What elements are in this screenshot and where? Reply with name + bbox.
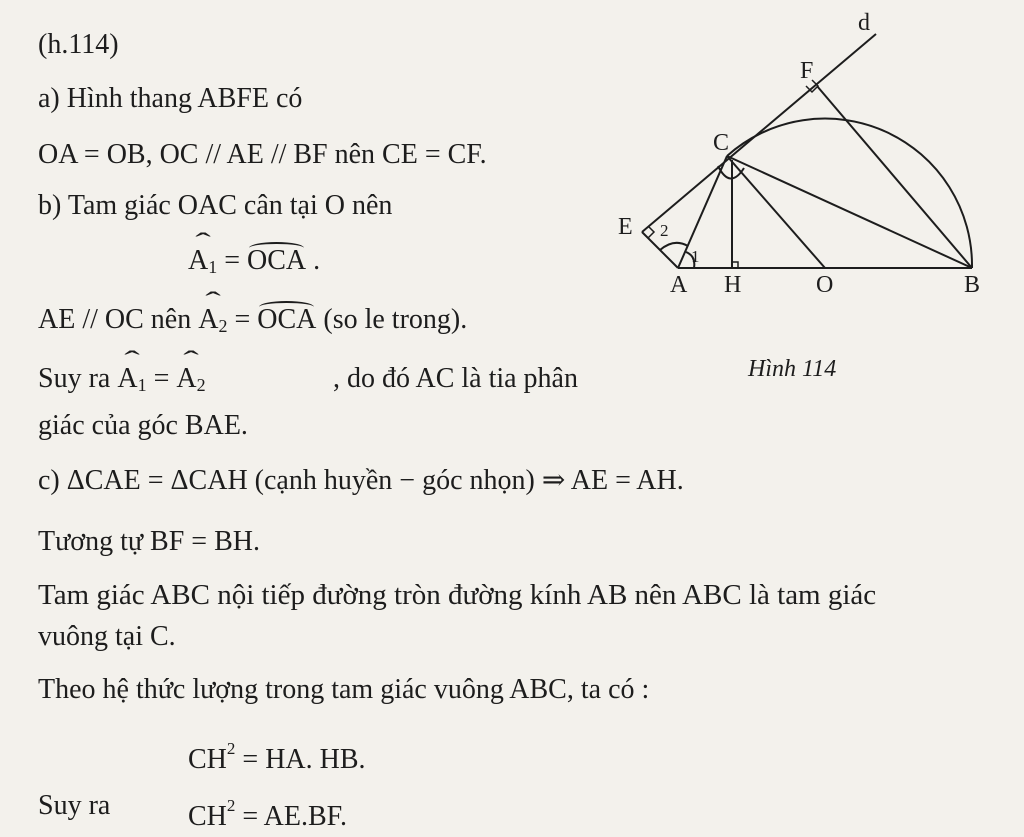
segment-bc [727,156,972,268]
part-c-line-3: Tam giác ABC nội tiếp đường tròn đường kính AB nên ABC là tam giác [38,579,877,611]
part-a-line-1: a) Hình thang ABFE có [38,83,303,114]
part-b-line-3: AE // OC nên ˆ $A_2$ = OCA (so le trong). [38,303,467,343]
part-c-equation-2: $CH^2 = AE.BF$. [188,796,347,832]
part-c-line-1: c) ΔCAE = ΔCAH (cạnh huyền − góc nhọn) ⇒ AE = AH. [38,465,684,496]
label-a: A [670,272,688,298]
tangent-line-d [642,34,876,232]
part-c-line-2: Tương tự BF = BH. [38,526,260,557]
label-f: F [800,58,814,84]
geometry-figure [600,0,1024,340]
segment-ac [678,156,727,268]
angle-hat: ˆ $A_2$ [198,303,227,343]
part-b-line-4: Suy ra ˆ $A_1$ = ˆ $A_2$ , do đó AC là tia phân [38,362,578,402]
label-h: H [724,272,742,298]
semicircle-arc [727,119,972,268]
figure-caption: Hình 114 [748,356,837,382]
angle-hat: ˆ $A_2$ [176,362,205,402]
angle-arc: OCA [247,245,307,276]
part-c-line-7: Suy ra [38,790,111,821]
part-c-line-5: Theo hệ thức lượng trong tam giác vuông ABC, ta có : [38,674,650,705]
label-d: d [858,10,870,36]
label-angle-1: 1 [691,247,700,266]
angle-hat: ˆ $A_1$ [188,244,217,284]
part-a-line-2: OA = OB, OC // AE // BF nên CE = CF. [38,139,487,170]
label-e: E [618,214,633,240]
part-b-line-5: giác của góc BAE. [38,410,248,441]
part-c-equation-1: $CH^2$ = HA. HB. [188,739,366,775]
label-b: B [964,272,981,298]
part-b-line-1: b) Tam giác OAC cân tại O nên [38,190,393,221]
segment-bf [817,86,972,268]
label-c: C [713,130,730,156]
part-b-equation-1: ˆ $A_1$ = OCA . [188,244,320,284]
angle-arc: OCA [257,304,317,335]
label-angle-2: 2 [660,221,669,240]
label-o: O [816,272,834,298]
reference-label: (h.114) [38,29,119,60]
part-c-line-4: vuông tại C. [38,621,176,652]
angle-hat: ˆ $A_1$ [117,362,146,402]
angle-mark-a2 [660,243,688,250]
